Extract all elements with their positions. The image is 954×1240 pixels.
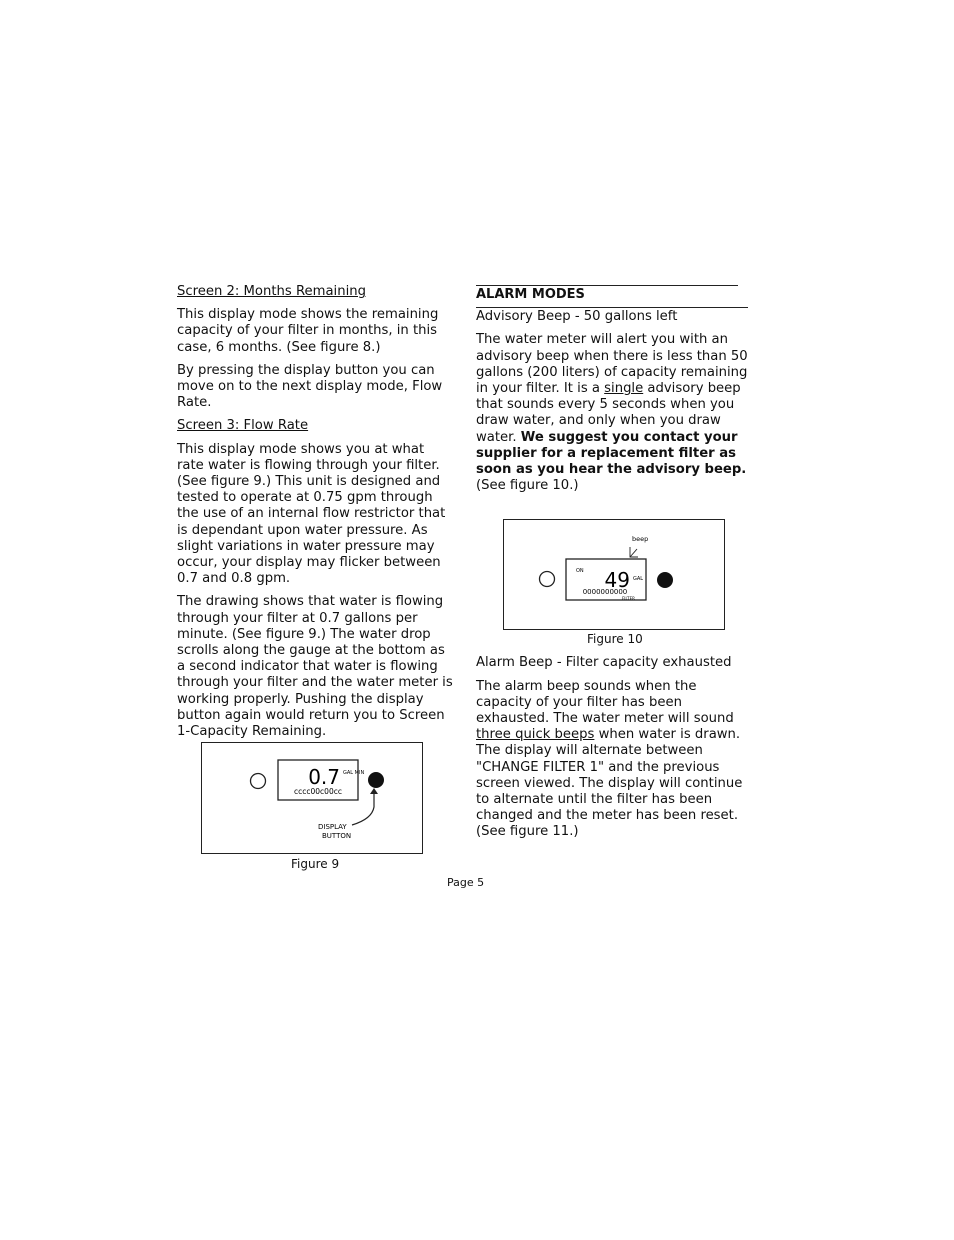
figure10-drawing [504, 520, 724, 629]
three-beeps-emphasis: three quick beeps [476, 727, 595, 743]
alarm-paragraph: The alarm beep sounds when the capacity of your filter has been exhausted. The water meter will sound three quick beeps when water is drawn. The display will alternate between "CHANGE FILTER 1" and the previous screen viewed. The display will continue to alternate until the filter has been changed and the meter has been reset. (See figure 11.) [476, 678, 743, 840]
pointer-line [352, 791, 374, 825]
screen2-paragraph-2: By pressing the display button you can move on to the next display mode, Flow Rate. [177, 362, 443, 411]
figure9-drawing [202, 743, 422, 853]
arrow-head-icon [370, 788, 378, 794]
advisory-heading: Advisory Beep - 50 gallons left [476, 309, 678, 325]
display-button-icon[interactable] [657, 572, 673, 588]
beep-label: beep [632, 535, 649, 543]
display-button-label-2: BUTTON [322, 832, 352, 840]
top-rule [476, 285, 738, 286]
figure10-caption: Figure 10 [587, 632, 643, 646]
filter-label: FILTER [622, 596, 635, 601]
alarm-heading: Alarm Beep - Filter capacity exhausted [476, 655, 732, 671]
figure9-box [201, 742, 423, 854]
screen3-paragraph-2: The drawing shows that water is flowing through your filter at 0.7 gallons per minute. (See figure 9.) The water drop scrolls along the gauge at the bottom as a second indicator that water is flowing through your filter and the water meter is working properly. Pushing the display button again would return you to Screen 1-Capacity Remaining. [177, 594, 453, 740]
water-drop-gauge: cccc00c00cc [294, 787, 342, 796]
water-drop-gauge: 0000000000 [582, 588, 628, 596]
advisory-paragraph: The water meter will alert you with an advisory beep when there is less than 50 gallons (200 liters) of capacity remaining in your filter. It is a single advisory beep that sounds every 5 seconds when you draw water, and only when you draw water. We suggest you contact your supplier for a replacement filter as soon as you hear the advisory beep. (See figure 10.) [476, 332, 748, 494]
indicator-light-icon [540, 572, 555, 587]
advisory-bold-note: We suggest you contact your supplier for a replacement filter as soon as you hear the advisory beep. [476, 429, 747, 478]
flow-reading: 0.7 [308, 765, 340, 789]
screen2-heading: Screen 2: Months Remaining [177, 284, 366, 299]
indicator-light-icon [251, 774, 266, 789]
unit-label: GAL MIN [343, 770, 365, 776]
screen3-heading: Screen 3: Flow Rate [177, 418, 309, 434]
single-emphasis: single [604, 381, 644, 397]
unit-label: GAL [633, 576, 644, 582]
figure10-box [503, 519, 725, 630]
alarm-modes-title: ALARM MODES [476, 287, 585, 302]
left-column [177, 284, 455, 747]
figure9-caption: Figure 9 [291, 857, 340, 871]
screen3-paragraph-1: This display mode shows you at what rate water is flowing through your filter. (See figure 9.) This unit is designed and tested to operate at 0.75 gpm through the use of an internal flow restrictor that is dependant upon water pressure. As slight variations in water pressure may occur, your display may flicker between 0.7 and 0.8 gpm. [177, 441, 446, 587]
lcd-marker: ON [576, 568, 584, 574]
gallons-reading: 49 [604, 568, 630, 592]
beep-indicator-icon [630, 547, 638, 557]
display-button-label-1: DISPLAY [318, 823, 347, 831]
page-number: Page 5 [447, 876, 485, 889]
screen2-paragraph-1: This display mode shows the remaining capacity of your filter in months, in this case, 6 months. (See figure 8.) [177, 307, 439, 355]
display-button-icon[interactable] [368, 772, 384, 788]
